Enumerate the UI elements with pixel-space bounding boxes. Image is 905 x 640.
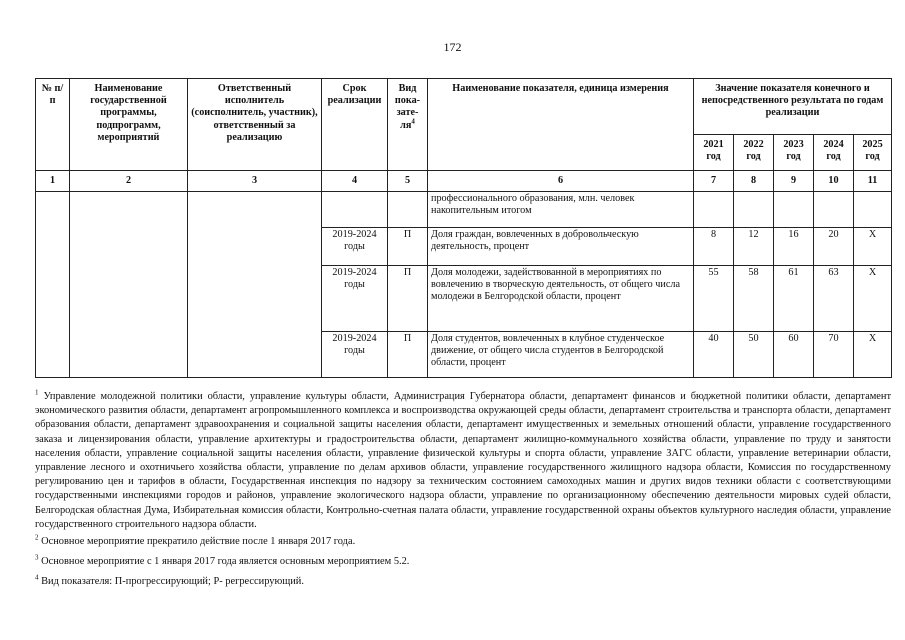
header-period: Срок реализации — [322, 79, 388, 171]
cell-indicator: Доля граждан, вовлеченных в добровольческую деятельность, процент — [428, 228, 694, 266]
header-executor: Ответственный исполнитель (соисполнитель, участник), ответственный за реализацию — [188, 79, 322, 171]
cell-num-empty — [36, 192, 70, 378]
cell-value: 60 — [774, 332, 814, 378]
column-number: 5 — [388, 171, 428, 192]
header-program: Наименование государственной программы, подпрограмм, мероприятий — [70, 79, 188, 171]
column-number: 2 — [70, 171, 188, 192]
cell-kind: П — [388, 228, 428, 266]
header-year: 2022 год — [734, 135, 774, 171]
footnote-mark: 2 — [35, 533, 39, 542]
cell-value: 55 — [694, 266, 734, 332]
column-number: 4 — [322, 171, 388, 192]
cell-value: 63 — [814, 266, 854, 332]
cell-executor-empty — [188, 192, 322, 378]
cell-period — [322, 192, 388, 228]
cell-kind — [388, 192, 428, 228]
column-number: 1 — [36, 171, 70, 192]
header-year: 2025 год — [854, 135, 892, 171]
cell-value: X — [854, 332, 892, 378]
header-year: 2023 год — [774, 135, 814, 171]
header-kind-note: 4 — [411, 117, 415, 126]
cell-value — [734, 192, 774, 228]
header-year: 2021 год — [694, 135, 734, 171]
column-number: 8 — [734, 171, 774, 192]
table-row — [36, 192, 892, 228]
cell-period: 2019-2024 годы — [322, 228, 388, 266]
footnote-text: Управление молодежной политики области, управление культуры области, Администрация Губернатора области, департамент финансов и бюджетной политики области, департамент экономического развития области, департамент агропромышленного комплекса и воспроизводства окружающей среды области, департамент строительства и транспорта области, департамент образования области, департамент здравоохранения и социальной защиты населения области, департамент имущественных и земельных отношений области, управление государственного заказа и лицензирования области, управление архитектуры и градостроительства области, департамент жилищно-коммунального хозяйства области, управление по труду и занятости населения области, управление социальной защиты населения области, управление физической культуры и спорта области, управление ЗАГС области, управление ветеринарии области, управление лесного и охотничьего хозяйства области, управление по делам архивов области, управление государственного жилищного надзора области, Комиссия по государственному регулированию цен и тарифов в области, Государственная инспекция по надзору за техническим состоянием самоходных машин и других видов техники области с соответствующими государственными инспекциями городов и районов, управление экологического надзора области, управление по организационному обеспечению деятельности мировых судей области, Белгородская областная Дума, Избирательная комиссия области, Контрольно-счетная палата области, управление государственной охраны объектов культурного наследия области, управление государственного строительного надзора области. — [35, 391, 891, 530]
cell-value: 58 — [734, 266, 774, 332]
cell-indicator: Доля молодежи, задействованной в мероприятиях по вовлечению в творческую деятельность, от общего числа молодежи в Белгородской области, процент — [428, 266, 694, 332]
column-number: 9 — [774, 171, 814, 192]
cell-indicator: Доля студентов, вовлеченных в клубное студенческое движение, от общего числа студентов в Белгородской области, процент — [428, 332, 694, 378]
header-values-group: Значение показателя конечного и непосредственного результата по годам реализации — [694, 79, 892, 135]
footnote-3 — [35, 555, 891, 569]
header-kind — [388, 79, 428, 171]
cell-value: 20 — [814, 228, 854, 266]
footnote-mark: 4 — [35, 573, 39, 582]
cell-value: 70 — [814, 332, 854, 378]
footnote-1 — [35, 390, 891, 532]
footnote-mark: 3 — [35, 553, 39, 562]
footnote-text: Вид показателя: П-прогрессирующий; Р- регрессирующий. — [41, 576, 304, 588]
cell-value: X — [854, 228, 892, 266]
footnote-text: Основное мероприятие с 1 января 2017 года является основным мероприятием 5.2. — [41, 556, 410, 568]
header-indicator: Наименование показателя, единица измерения — [428, 79, 694, 171]
cell-value: 16 — [774, 228, 814, 266]
cell-value: 50 — [734, 332, 774, 378]
cell-value — [854, 192, 892, 228]
indicators-table — [35, 78, 892, 378]
footnote-2 — [35, 535, 891, 549]
header-year: 2024 год — [814, 135, 854, 171]
cell-kind: П — [388, 266, 428, 332]
cell-value: 8 — [694, 228, 734, 266]
header-num: № п/п — [36, 79, 70, 171]
cell-value — [814, 192, 854, 228]
cell-value: X — [854, 266, 892, 332]
cell-value: 40 — [694, 332, 734, 378]
column-number: 3 — [188, 171, 322, 192]
footnotes — [35, 390, 891, 590]
cell-value — [774, 192, 814, 228]
cell-value: 61 — [774, 266, 814, 332]
cell-value — [694, 192, 734, 228]
cell-value: 12 — [734, 228, 774, 266]
page-number: 172 — [443, 40, 462, 54]
column-number: 10 — [814, 171, 854, 192]
cell-kind: П — [388, 332, 428, 378]
footnote-mark: 1 — [35, 388, 39, 397]
cell-indicator: профессионального образования, млн. человек накопительным итогом — [428, 192, 694, 228]
footnote-4 — [35, 575, 891, 589]
table-header-row — [36, 79, 892, 135]
column-number: 6 — [428, 171, 694, 192]
column-number-row — [36, 171, 892, 192]
cell-period: 2019-2024 годы — [322, 332, 388, 378]
column-number: 11 — [854, 171, 892, 192]
cell-period: 2019-2024 годы — [322, 266, 388, 332]
header-kind-label: Вид пока-зате-ля — [394, 83, 421, 131]
footnote-text: Основное мероприятие прекратило действие после 1 января 2017 года. — [41, 536, 356, 548]
cell-program-empty — [70, 192, 188, 378]
column-number: 7 — [694, 171, 734, 192]
